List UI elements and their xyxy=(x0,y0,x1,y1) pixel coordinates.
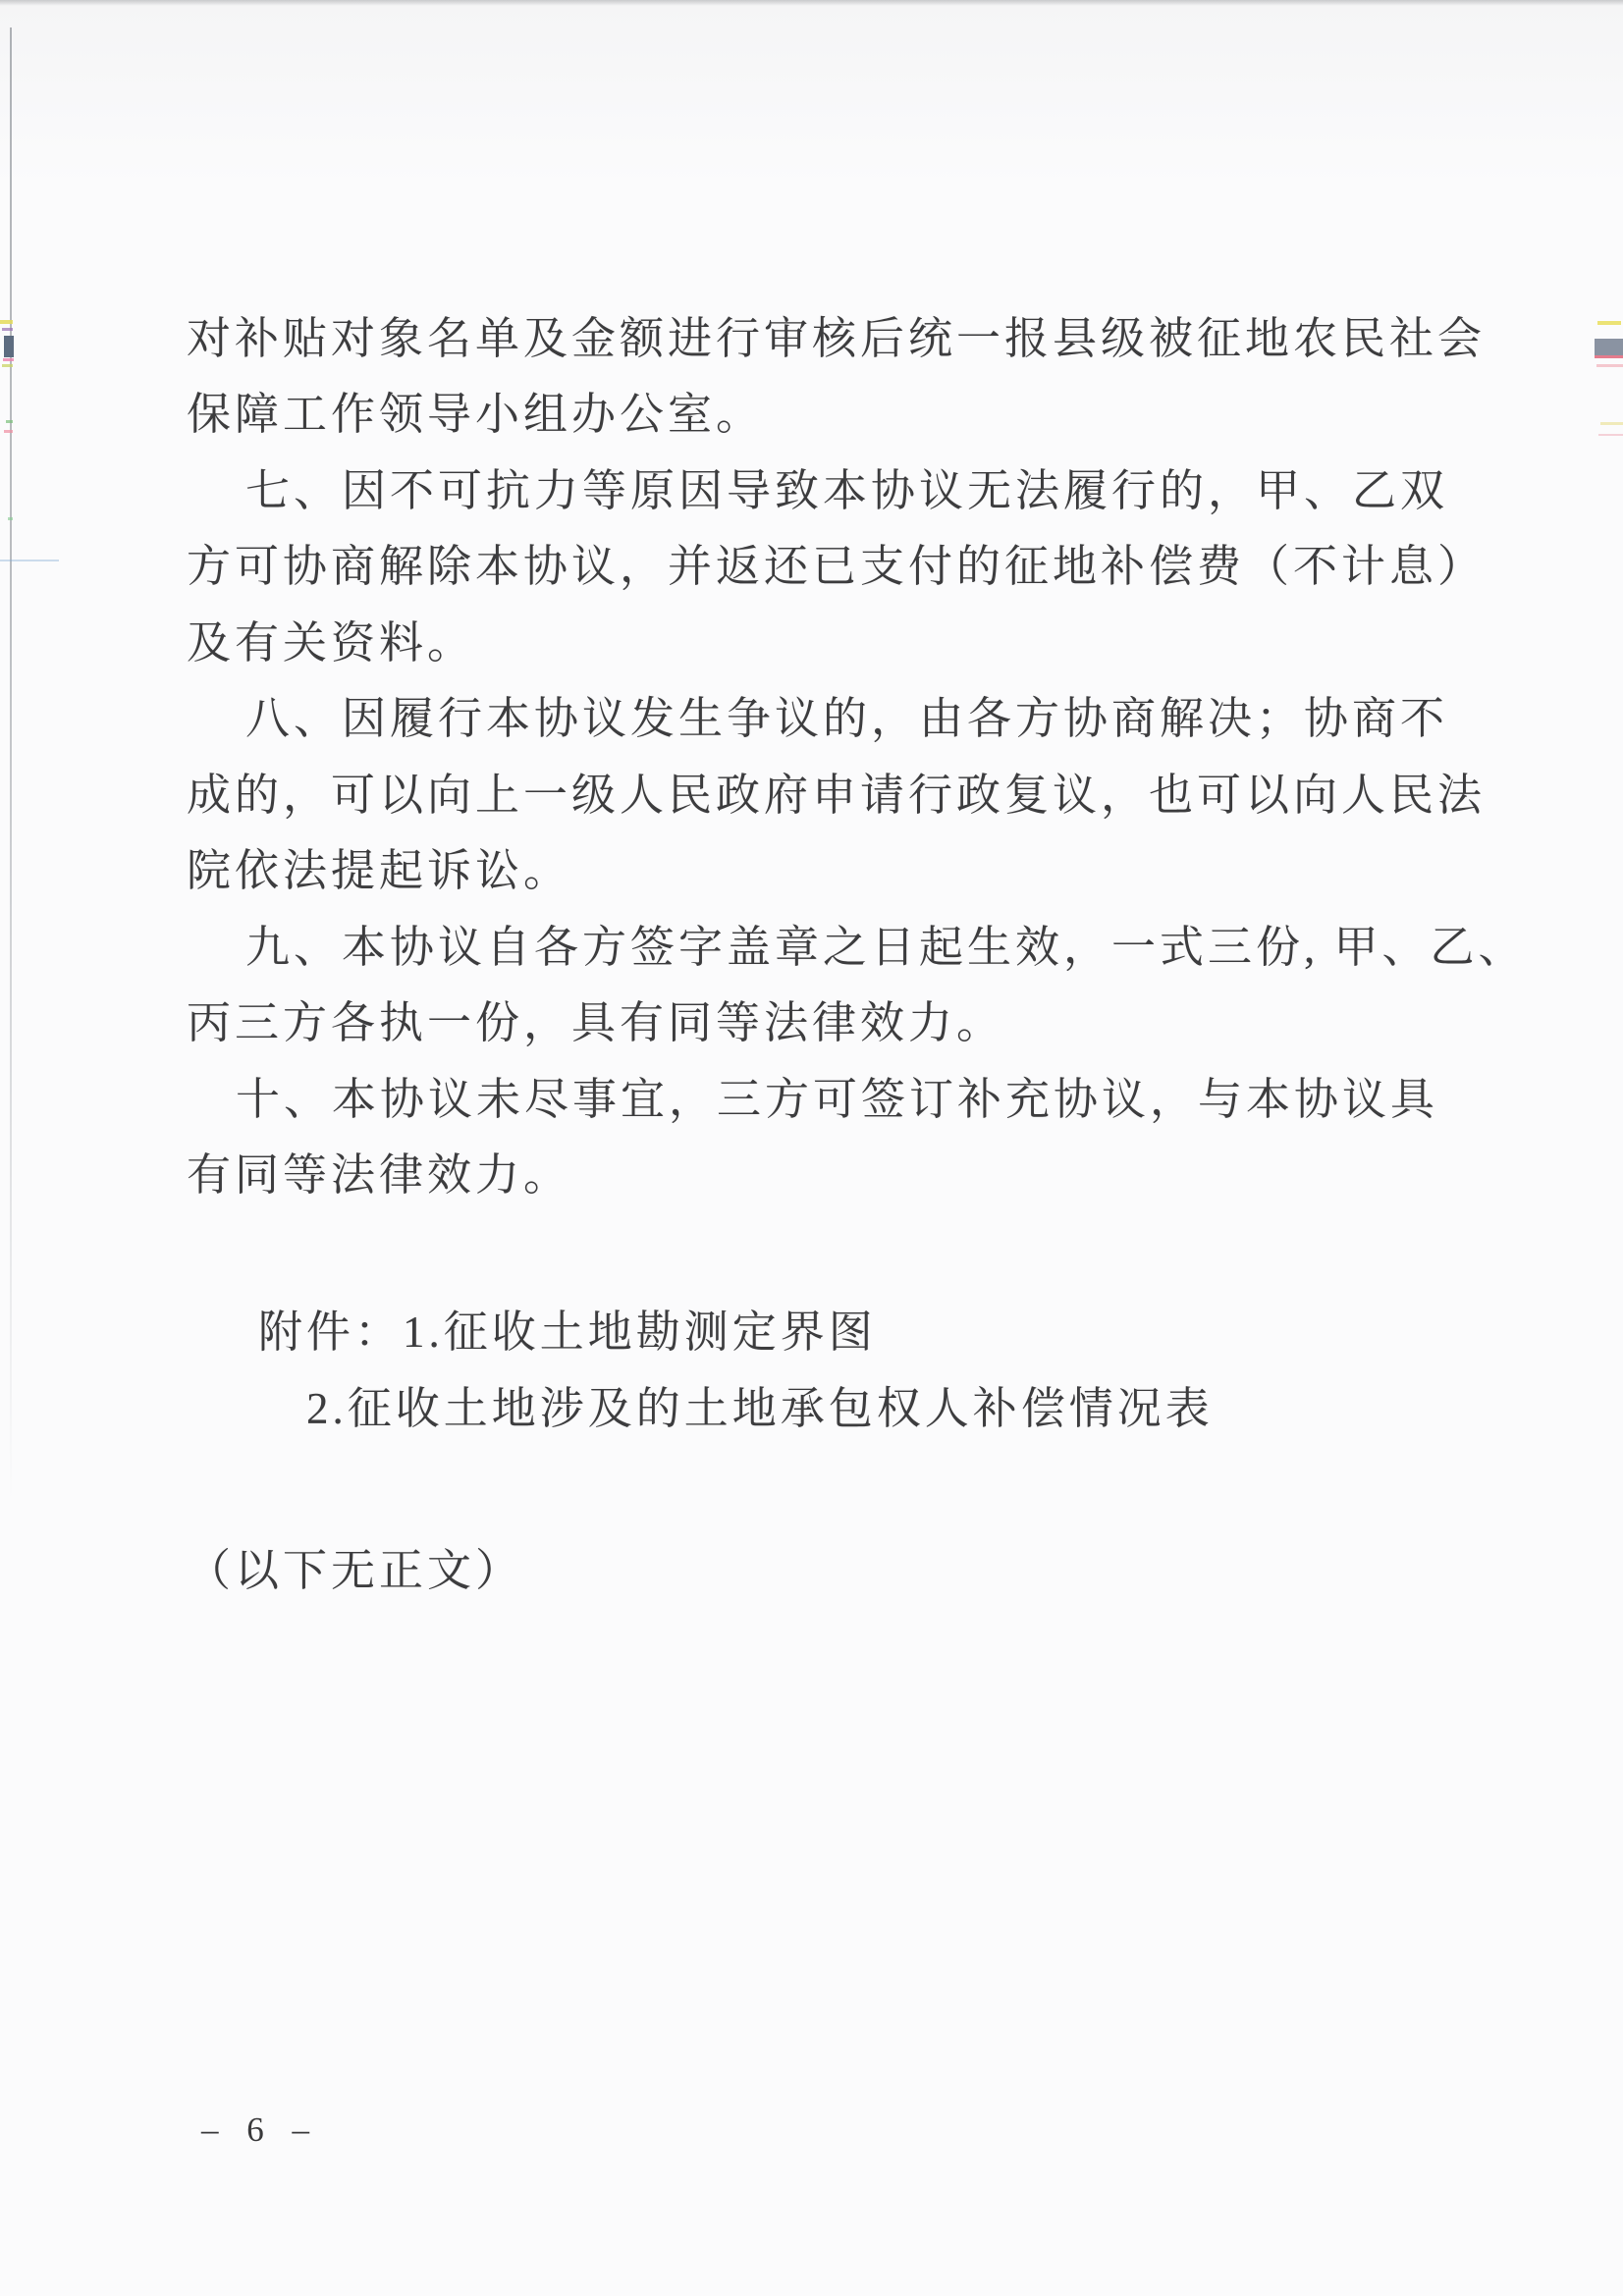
para-social-security-line-2: 保障工作领导小组办公室。 xyxy=(187,390,765,439)
scan-artifact-left-slate xyxy=(4,336,14,357)
scan-artifact-right-yellow xyxy=(1597,321,1621,325)
attachment-line-1: 附件：1.征收土地勘测定界图 xyxy=(258,1308,877,1357)
no-more-text-note: （以下无正文） xyxy=(187,1546,524,1595)
clause-7-line-2: 方可协商解除本协议，并返还已支付的征地补偿费（不计息） xyxy=(187,542,1487,591)
clause-10-line-1: 十、本协议未尽事宜，三方可签订补充协议，与本协议具 xyxy=(236,1075,1439,1124)
page-number: – 6 – xyxy=(201,2110,319,2149)
attachment-line-2: 2.征收土地涉及的土地承包权人补偿情况表 xyxy=(306,1384,1214,1433)
scan-artifact-right-red xyxy=(1595,355,1623,358)
scan-artifact-left-pink xyxy=(3,358,14,361)
scan-artifact-left-pink2 xyxy=(4,430,13,433)
scan-artifact-right-slate xyxy=(1595,339,1623,355)
clause-9-line-1: 九、本协议自各方签字盖章之日起生效，一式三份, 甲、乙、 xyxy=(245,923,1527,972)
scan-artifact-left-blueline xyxy=(0,560,59,561)
clause-8-line-3: 院依法提起诉讼。 xyxy=(187,846,572,895)
clause-8-line-2: 成的，可以向上一级人民政府申请行政复议，也可以向人民法 xyxy=(187,771,1487,820)
scan-artifact-right-palepink xyxy=(1598,434,1623,436)
clause-8-line-1: 八、因履行本协议发生争议的，由各方协商解决；协商不 xyxy=(245,694,1449,743)
scan-artifact-left-purple xyxy=(2,328,13,331)
scan-artifact-left-yellow xyxy=(0,320,13,324)
scan-artifact-left-green xyxy=(6,420,13,423)
scan-left-line xyxy=(10,27,12,1500)
scan-top-mottle xyxy=(0,0,1623,187)
clause-10-line-2: 有同等法律效力。 xyxy=(187,1150,572,1200)
para-social-security-line-1: 对补贴对象名单及金额进行审核后统一报县级被征地农民社会 xyxy=(187,314,1487,363)
scan-artifact-right-pink xyxy=(1596,364,1623,367)
scan-artifact-right-paleyellow xyxy=(1600,422,1623,425)
clause-9-line-2: 丙三方各执一份，具有同等法律效力。 xyxy=(187,998,1005,1047)
clause-7-line-1: 七、因不可抗力等原因导致本协议无法履行的，甲、乙双 xyxy=(245,466,1449,515)
scan-artifact-left-yellowgreen xyxy=(2,364,13,367)
clause-7-line-3: 及有关资料。 xyxy=(187,618,476,667)
scan-artifact-left-greendot xyxy=(8,517,13,520)
